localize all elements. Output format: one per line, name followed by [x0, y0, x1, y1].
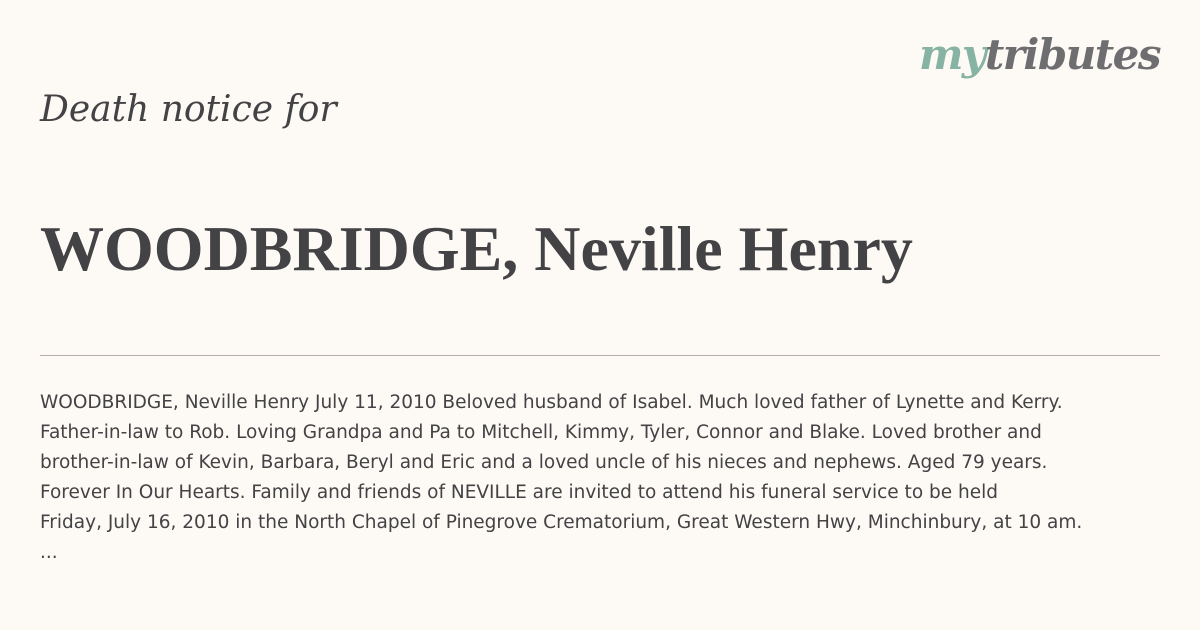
mytributes-logo[interactable] — [919, 30, 1160, 80]
deceased-name: WOODBRIDGE, Neville Henry — [40, 213, 913, 284]
notice-line: Father-in-law to Rob. Loving Grandpa and Pa to Mitchell, Kimmy, Tyler, Connor and Blake. Loved brother and — [40, 422, 1042, 443]
notice-line: brother-in-law of Kevin, Barbara, Beryl and Eric and a loved uncle of his nieces and nephews. Aged 79 years. — [40, 452, 1048, 473]
notice-line: Forever In Our Hearts. Family and friends of NEVILLE are invited to attend his funeral service to be held — [40, 482, 999, 503]
notice-line: Friday, July 16, 2010 in the North Chapel of Pinegrove Crematorium, Great Western Hwy, Minchinbury, at 10 am. — [40, 512, 1083, 533]
notice-line: WOODBRIDGE, Neville Henry July 11, 2010 Beloved husband of Isabel. Much loved father of Lynette and Kerry. — [40, 392, 1063, 413]
logo-tributes-text: tributes — [984, 30, 1160, 79]
logo-my-text: my — [918, 30, 985, 79]
death-notice-intro: Death notice for — [40, 89, 337, 130]
notice-text — [40, 388, 1160, 568]
notice-ellipsis: ... — [40, 542, 58, 563]
section-divider — [40, 355, 1160, 356]
